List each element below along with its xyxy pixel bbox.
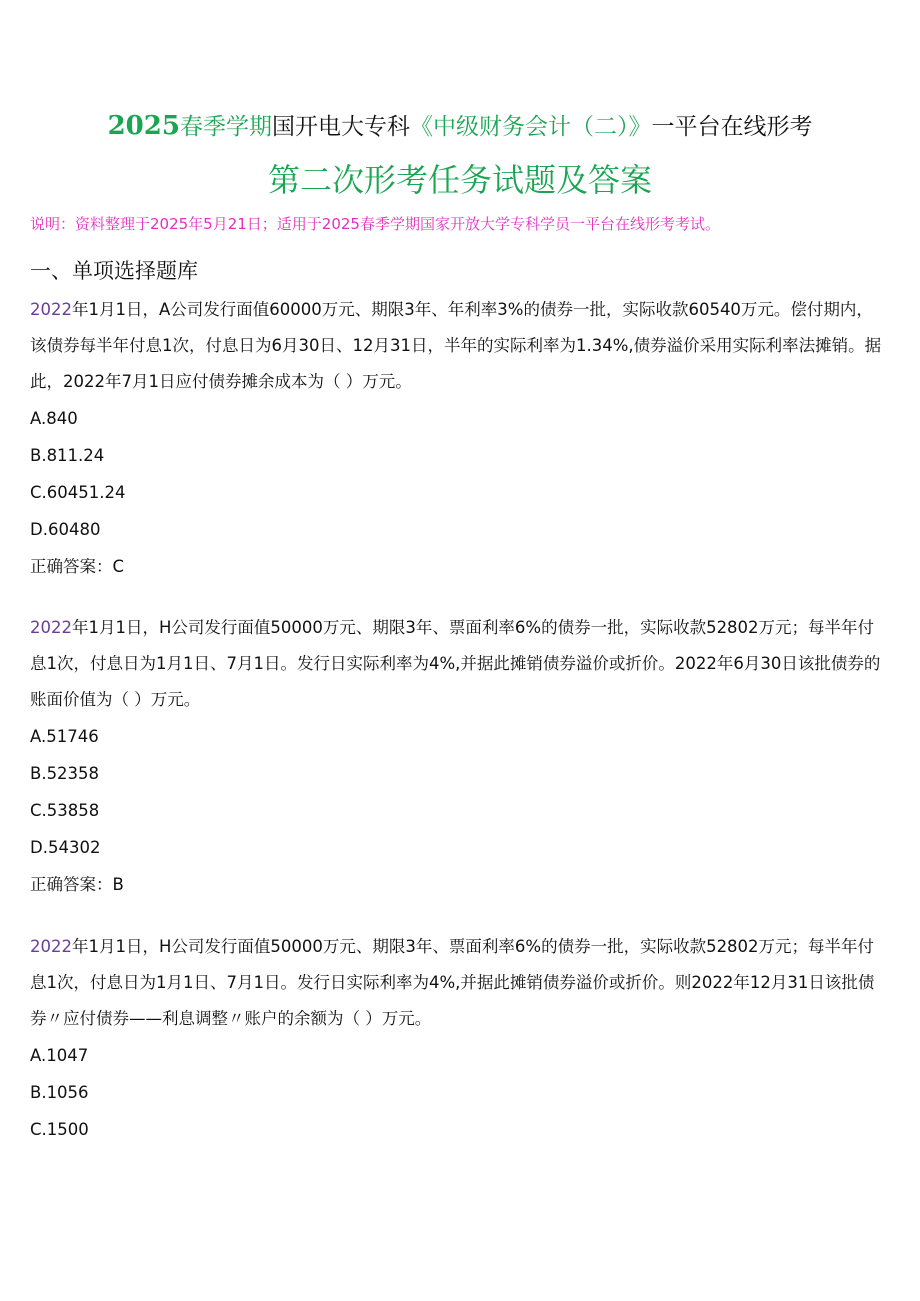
- document-title: [0, 108, 920, 145]
- option-a: A.840: [30, 409, 78, 428]
- document-subtitle: 第二次形考任务试题及答案: [267, 161, 652, 199]
- title-year: 2025: [107, 111, 180, 141]
- question-2: [30, 610, 882, 903]
- question-stem: [30, 929, 882, 1037]
- stem-year: 2022: [30, 618, 72, 637]
- option-a: A.1047: [30, 1046, 89, 1065]
- option-c: C.1500: [30, 1120, 89, 1139]
- question-stem: [30, 610, 882, 718]
- option-b: B.52358: [30, 764, 100, 783]
- note-text: 说明：资料整理于2025年5月21日；适用于2025春季学期国家开放大学专科学员一平台在线形考考试。: [30, 215, 720, 233]
- title-course: 《中级财务会计（二）》: [409, 114, 652, 140]
- question-stem: [30, 292, 882, 400]
- section-title: 一、单项选择题库: [30, 259, 198, 283]
- option-b: B.811.24: [30, 446, 105, 465]
- option-c: C.60451.24: [30, 483, 126, 502]
- correct-answer: 正确答案：C: [30, 557, 125, 576]
- option-b: B.1056: [30, 1083, 89, 1102]
- option-c: C.53858: [30, 801, 100, 820]
- option-d: D.54302: [30, 838, 101, 857]
- correct-answer: 正确答案：B: [30, 875, 124, 894]
- stem-year: 2022: [30, 937, 72, 956]
- title-platform: 一平台在线形考: [651, 114, 813, 140]
- stem-text: 年1月1日，A公司发行面值60000万元、期限3年、年利率3%的债券一批，实际收款60540万元。偿付期内，该债券每半年付息1次，付息日为6月30日、12月31日，半年的实际利率为1.34%,债券溢价采用实际利率法摊销。据此，2022年7月1日应付债券摊余成本为（ ）万元。: [30, 300, 882, 391]
- option-a: A.51746: [30, 727, 99, 746]
- stem-year: 2022: [30, 300, 72, 319]
- option-d: D.60480: [30, 520, 101, 539]
- question-1: [30, 292, 882, 585]
- title-school: 国开电大专科: [271, 114, 410, 140]
- question-3: [30, 929, 882, 1148]
- title-term: 春季学期: [179, 114, 272, 140]
- stem-text: 年1月1日，H公司发行面值50000万元、期限3年、票面利率6%的债券一批，实际收款52802万元；每半年付息1次，付息日为1月1日、7月1日。发行日实际利率为4%,并据此摊销债券溢价或折价。2022年6月30日该批债券的账面价值为（ ）万元。: [30, 618, 881, 709]
- stem-text: 年1月1日，H公司发行面值50000万元、期限3年、票面利率6%的债券一批，实际收款52802万元；每半年付息1次，付息日为1月1日、7月1日。发行日实际利率为4%,并据此摊销债券溢价或折价。则2022年12月31日该批债券〃应付债券——利息调整〃账户的余额为（ ）万元。: [30, 937, 875, 1028]
